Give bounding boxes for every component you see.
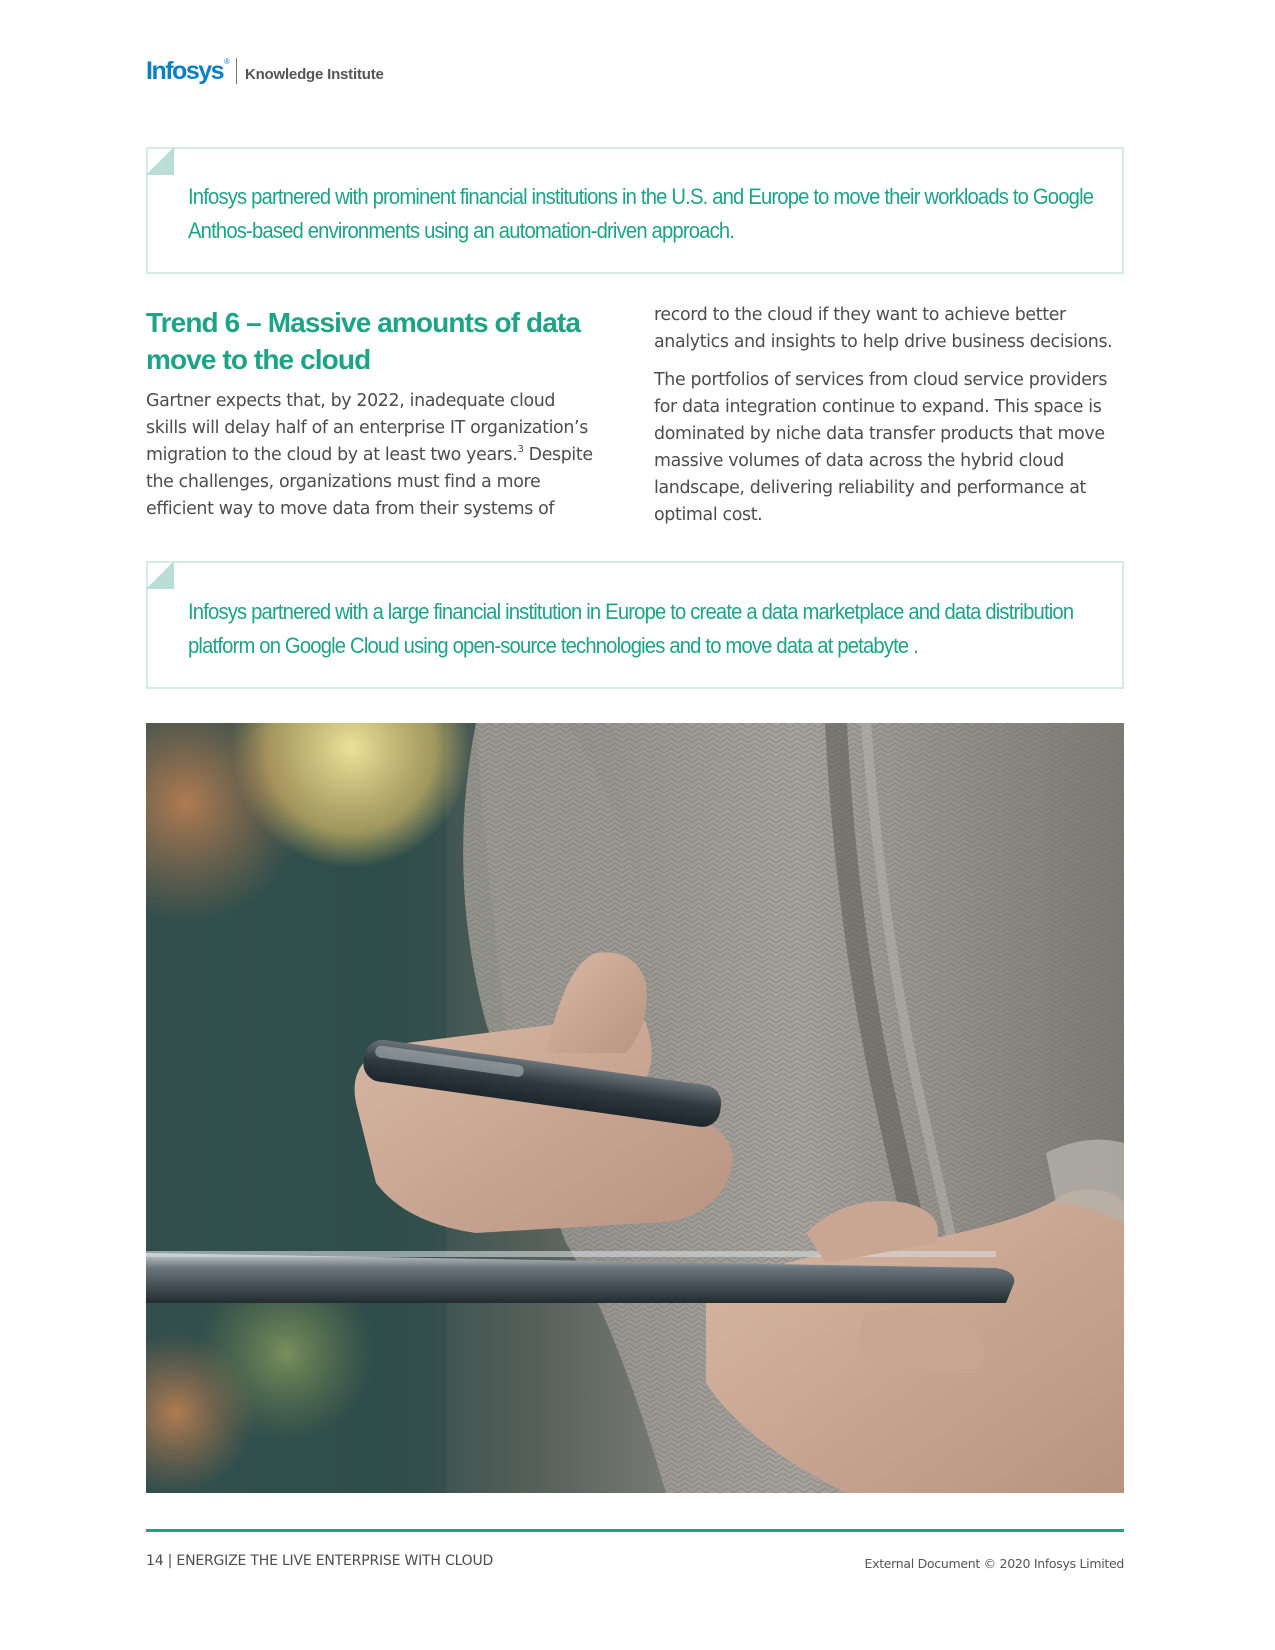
photo-hands-phone-tablet (146, 723, 1124, 1493)
callout-box-anthos (146, 147, 1124, 274)
trend-right-paragraph-1: record to the cloud if they want to achieve better analytics and insights to help drive business decisions. (654, 305, 1113, 352)
footer-divider (146, 1529, 1124, 1532)
logo-divider (236, 58, 237, 84)
callout-box-data-marketplace (146, 561, 1124, 689)
callout-corner-fold (146, 561, 174, 589)
logo-registered-mark: ® (224, 56, 230, 66)
logo-subtitle: Knowledge Institute (244, 65, 384, 83)
infosys-logo (146, 56, 384, 86)
trend-heading: Trend 6 – Massive amounts of data move to the cloud (146, 307, 580, 375)
left-paragraph-end: Despite the challenges, organizations must find a more efficient way to move data from their systems of (146, 445, 593, 519)
logo-wordmark: Infosys (146, 56, 224, 85)
left-paragraph-start: Gartner expects that, by 2022, inadequate cloud skills will delay half of an enterprise IT organization’s migration to the cloud by at least two years. (146, 391, 588, 465)
footer-copyright: External Document © 2020 Infosys Limited (864, 1556, 1124, 1571)
trend-right-paragraph-2: The portfolios of services from cloud service providers for data integration continue to expand. This space is dominated by niche data transfer products that move massive volumes of data across the hybrid cloud landscape, delivering reliability and performance at optimal cost. (654, 370, 1108, 525)
footnote-reference: 3 (517, 444, 524, 456)
footer-page-title: 14 | ENERGIZE THE LIVE ENTERPRISE WITH CLOUD (146, 1553, 494, 1569)
callout-corner-fold (146, 147, 174, 175)
callout-text: Infosys partnered with a large financial institution in Europe to create a data marketplace and data distribution platform on Google Cloud using open-source technologies and to move data at petabyte . (188, 599, 1074, 658)
callout-text: Infosys partnered with prominent financial institutions in the U.S. and Europe to move their workloads to Google Anthos-based environments using an automation-driven approach. (188, 184, 1094, 243)
photo-illustration (146, 723, 1124, 1493)
trend-left-paragraph (146, 388, 598, 523)
trend-right-column (654, 302, 1128, 529)
